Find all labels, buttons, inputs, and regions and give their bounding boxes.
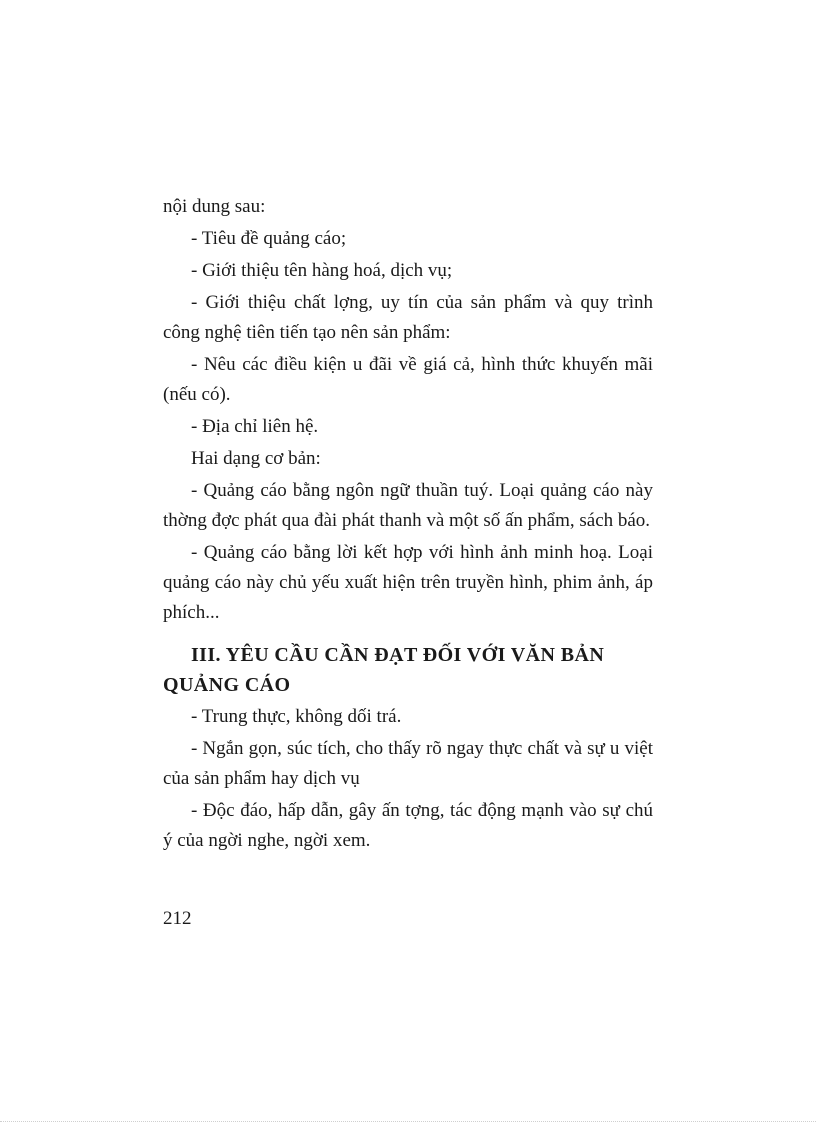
- section-heading-continued: QUẢNG CÁO: [163, 674, 291, 696]
- page-number: 212: [163, 908, 192, 929]
- paragraph: - Quảng cáo bằng lời kết hợp với hình ảnh minh hoạ. Loại quảng cáo này chủ yếu xuất hiện trên truyền hình, phim ảnh, áp phích...: [163, 542, 653, 623]
- paragraph: - Ngắn gọn, súc tích, cho thấy rõ ngay thực chất và sự u việt của sản phẩm hay dịch vụ: [163, 738, 653, 789]
- paragraph: - Giới thiệu tên hàng hoá, dịch vụ;: [191, 260, 453, 281]
- body-text: [163, 192, 653, 858]
- paragraph: - Nêu các điều kiện u đãi về giá cả, hình thức khuyến mãi (nếu có).: [163, 354, 653, 405]
- paragraph: - Giới thiệu chất lợng, uy tín của sản phẩm và quy trình công nghệ tiên tiến tạo nên sản phẩm:: [163, 292, 653, 343]
- section-heading: III. YÊU CẦU CẦN ĐẠT ĐỐI VỚI VĂN BẢN: [191, 644, 605, 666]
- paragraph: Hai dạng cơ bản:: [191, 448, 321, 469]
- paragraph: - Độc đáo, hấp dẫn, gây ấn tợng, tác động mạnh vào sự chú ý của ngời nghe, ngời xem.: [163, 800, 653, 851]
- paragraph: - Quảng cáo bằng ngôn ngữ thuần tuý. Loại quảng cáo này thờng đợc phát qua đài phát thanh và một số ấn phẩm, sách báo.: [163, 480, 653, 531]
- paragraph: nội dung sau:: [163, 196, 266, 217]
- page-bottom-edge: [0, 1121, 816, 1122]
- paragraph: - Địa chỉ liên hệ.: [191, 416, 319, 437]
- paragraph: - Tiêu đề quảng cáo;: [191, 228, 347, 249]
- paragraph: - Trung thực, không dối trá.: [191, 706, 402, 727]
